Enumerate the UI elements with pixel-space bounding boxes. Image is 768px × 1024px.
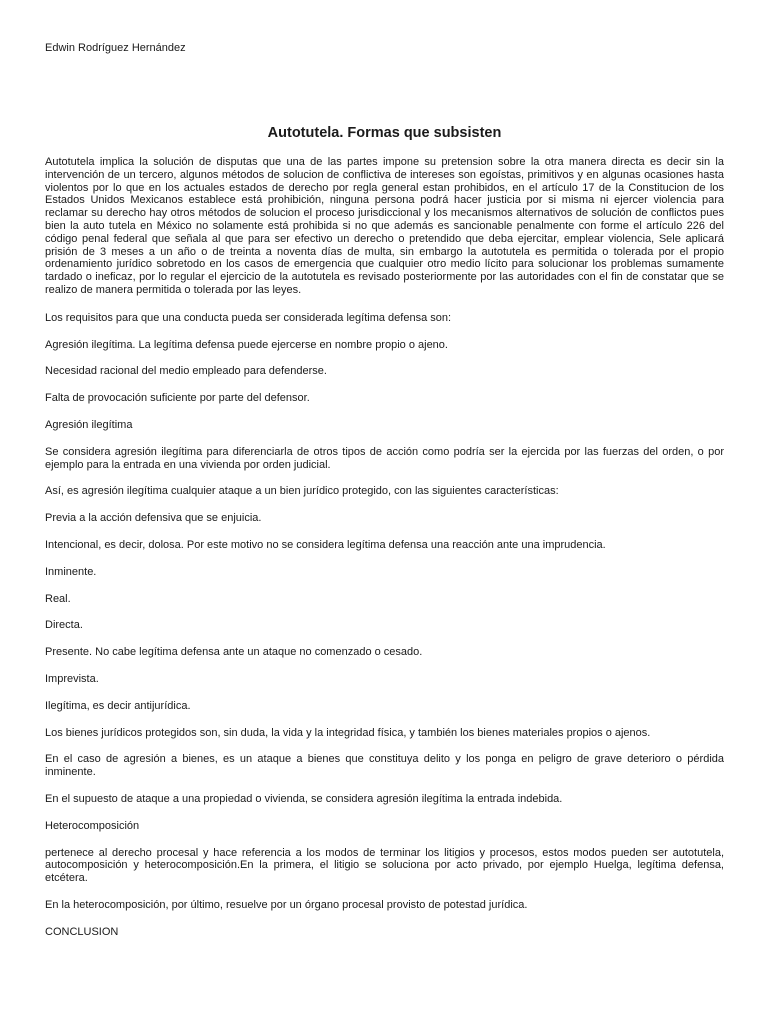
paragraph: Ilegítima, es decir antijurídica.	[45, 699, 191, 712]
paragraph: Intencional, es decir, dolosa. Por este motivo no se considera legítima defensa una reacción ante una imprudencia.	[45, 538, 606, 551]
author-name: Edwin Rodríguez Hernández	[45, 42, 186, 54]
paragraph: Autotutela implica la solución de disputas que una de las partes impone su pretension sobre la otra manera directa es decir sin la intervención de un tercero, algunos métodos de solucion de conflictiva de intereses son egoístas, primitivos y en algunas ocasiones hasta violentos por lo que en los actuales estados de derecho por regla general estan prohibidos, en el artículo 17 de la Constitucion de los Estados Unidos Mexicanos establece está prohibición, ninguna persona podrá hacer justicia por si misma ni ejercer violencia para reclamar su derecho hay otros métodos de solucion el proceso jurisdiccional y los mecanismos alternativos de solución de conflictos pues bien la auto tutela en México no solamente está prohibida si no que además es sancionable penalmente con forme el artículo 226 del código penal federal que señala al que para ser efectivo un derecho o pretendido que deba ejercitar, emplear violencia, Sele aplicará prisión de 3 meses a un año o de treinta a noventa días de multa, sin embargo la autotutela es permitida o tolerada por el propio ordenamiento jurídico sobretodo en los casos de emergencia que cualquier otro medio lícito para solucionar los problemas sumamente tardado o ineficaz, por lo regular el ejercicio de la autotutela es revisado posteriormente por las autoridades con el fin de constatar que se realizo de manera permitida o tolerada por las leyes.	[45, 156, 724, 296]
paragraph: Presente. No cabe legítima defensa ante un ataque no comenzado o cesado.	[45, 646, 423, 659]
paragraph: Inminente.	[45, 565, 97, 578]
paragraph: Necesidad racional del medio empleado para defenderse.	[45, 365, 327, 378]
section-heading: Agresión ilegítima	[45, 418, 133, 431]
section-heading: Heterocomposición	[45, 819, 140, 832]
paragraph: En el supuesto de ataque a una propiedad o vivienda, se considera agresión ilegítima la entrada indebida.	[45, 792, 563, 805]
paragraph: Agresión ilegítima. La legítima defensa puede ejercerse en nombre propio o ajeno.	[45, 338, 448, 351]
document-body	[45, 156, 724, 952]
paragraph: Los bienes jurídicos protegidos son, sin duda, la vida y la integridad física, y también los bienes materiales propios o ajenos.	[45, 726, 651, 739]
document-title: Autotutela. Formas que subsisten	[267, 125, 502, 141]
paragraph: pertenece al derecho procesal y hace referencia a los modos de terminar los litigios y procesos, estos modos pueden ser autotutela, autocomposición y heterocomposición.En la primera, el litigio se soluciona por acto privado, por ejemplo Huelga, legítima defensa, etcétera.	[45, 846, 724, 885]
paragraph: Imprevista.	[45, 672, 99, 685]
paragraph: Real.	[45, 592, 71, 605]
paragraph: Así, es agresión ilegítima cualquier ataque a un bien jurídico protegido, con las siguientes características:	[45, 485, 559, 498]
paragraph: Previa a la acción defensiva que se enjuicia.	[45, 512, 262, 525]
paragraph: En la heterocomposición, por último, resuelve por un órgano procesal provisto de potestad jurídica.	[45, 898, 528, 911]
paragraph: Falta de provocación suficiente por parte del defensor.	[45, 392, 310, 405]
paragraph: Los requisitos para que una conducta pueda ser considerada legítima defensa son:	[45, 311, 452, 324]
paragraph: Se considera agresión ilegítima para diferenciarla de otros tipos de acción como podría ser la ejercida por las fuerzas del orden, o por ejemplo para la entrada en una vivienda por orden judicial.	[45, 445, 724, 471]
paragraph: En el caso de agresión a bienes, es un ataque a bienes que constituya delito y los ponga en peligro de grave deterioro o pérdida inminente.	[45, 753, 724, 779]
paragraph: Directa.	[45, 619, 83, 632]
section-heading: CONCLUSION	[45, 925, 119, 938]
